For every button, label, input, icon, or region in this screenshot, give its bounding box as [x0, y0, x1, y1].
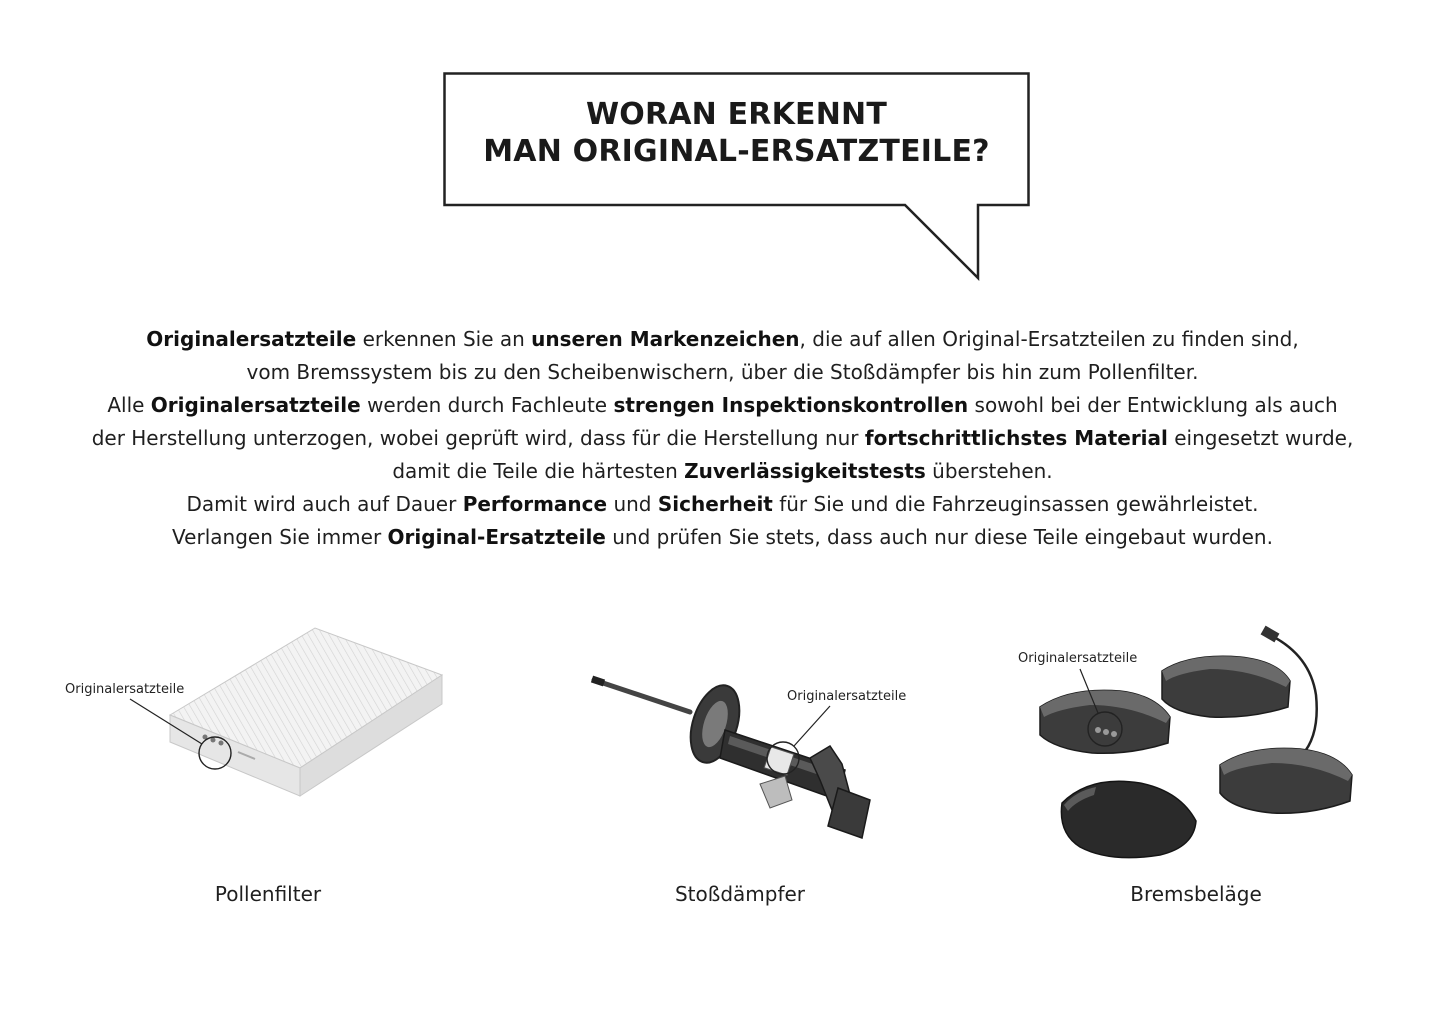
intro-text-run: und	[607, 492, 658, 516]
intro-emphasis: Original-Ersatzteile	[387, 525, 606, 549]
intro-line	[40, 488, 1405, 521]
intro-text-run: vom Bremssystem bis zu den Scheibenwischern, über die Stoßdämpfer bis hin zum Pollenfilter.	[246, 360, 1199, 384]
intro-line	[40, 455, 1405, 488]
intro-text-run: eingesetzt wurde,	[1167, 426, 1354, 450]
intro-emphasis: Originalersatzteile	[146, 327, 357, 351]
intro-text-run: sowohl bei der Entwicklung als auch	[968, 393, 1338, 417]
intro-text-run: der Herstellung unterzogen, wobei geprüft wird, dass für die Herstellung nur	[91, 426, 865, 450]
intro-text-run: werden durch Fachleute	[360, 393, 614, 417]
intro-line	[40, 521, 1405, 554]
intro-text-run: damit die Teile die härtesten	[392, 459, 685, 483]
intro-line	[40, 389, 1405, 422]
page-title-line-1: WORAN ERKENNT	[585, 97, 888, 132]
intro-text-run: erkennen Sie an	[356, 327, 532, 351]
brake-pads-figure	[1010, 625, 1390, 870]
speech-bubble	[443, 72, 1030, 282]
intro-emphasis: Originalersatzteile	[150, 393, 361, 417]
pollen-filter-figure	[50, 620, 470, 810]
intro-emphasis: Performance	[462, 492, 608, 516]
intro-text-run: Damit wird auch auf Dauer	[186, 492, 463, 516]
intro-line	[40, 356, 1405, 389]
intro-text	[40, 323, 1405, 554]
intro-text-run: und prüfen Sie stets, dass auch nur diese Teile eingebaut wurden.	[605, 525, 1273, 549]
page-title-line-2: MAN ORIGINAL-ERSATZTEILE?	[483, 134, 990, 169]
shock-absorber-figure	[580, 660, 930, 850]
pollen-filter-callout: Originalersatzteile	[65, 682, 185, 697]
intro-emphasis: fortschrittlichstes Material	[864, 426, 1168, 450]
intro-line	[40, 323, 1405, 356]
brake-pads-callout: Originalersatzteile	[1018, 651, 1138, 666]
brake-pads-caption: Bremsbeläge	[1130, 882, 1262, 906]
page-title	[443, 96, 1030, 170]
intro-text-run: Alle	[107, 393, 151, 417]
intro-emphasis: strengen Inspektionskontrollen	[613, 393, 969, 417]
intro-text-run: für Sie und die Fahrzeuginsassen gewährleistet.	[772, 492, 1259, 516]
intro-text-run: überstehen.	[925, 459, 1053, 483]
pollen-filter-caption: Pollenfilter	[214, 882, 322, 906]
intro-text-run: Verlangen Sie immer	[172, 525, 388, 549]
intro-emphasis: Zuverlässigkeitstests	[684, 459, 926, 483]
intro-text-run: , die auf allen Original-Ersatzteilen zu finden sind,	[799, 327, 1299, 351]
intro-emphasis: unseren Markenzeichen	[531, 327, 800, 351]
intro-line	[40, 422, 1405, 455]
intro-emphasis: Sicherheit	[657, 492, 773, 516]
pollen-filter-image	[50, 620, 470, 810]
shock-absorber-callout: Originalersatzteile	[787, 689, 907, 704]
shock-absorber-caption: Stoßdämpfer	[674, 882, 806, 906]
